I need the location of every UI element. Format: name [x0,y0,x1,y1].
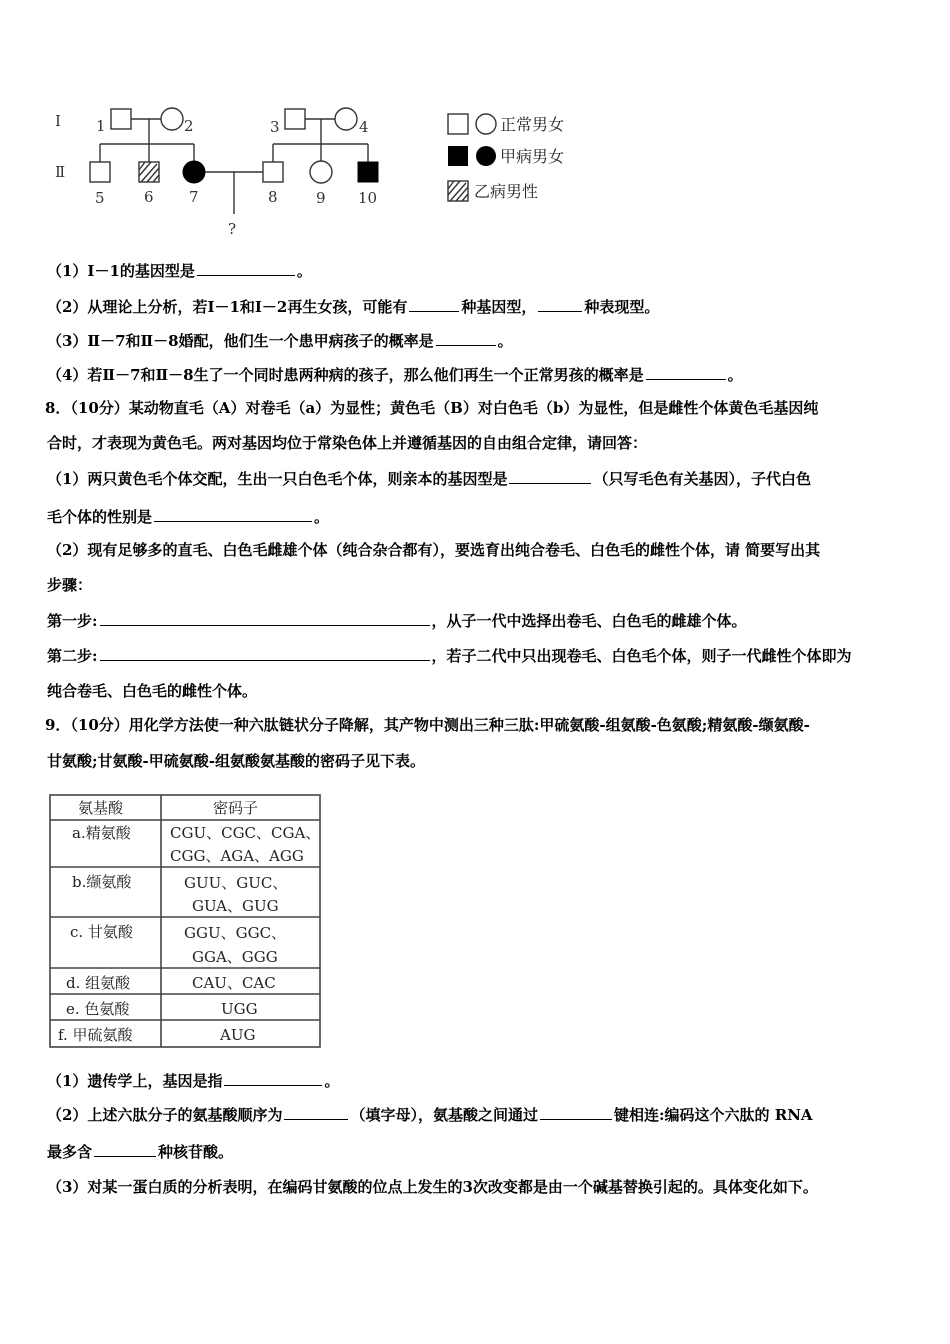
q7-part4: （4）若Ⅱ－7和Ⅱ－8生了一个同时患两种病的孩子，那么他们再生一个正常男孩的概率是 。 [47,366,743,384]
unknown-child-label: ? [228,220,237,238]
label-2: 2 [184,117,194,135]
answer-blank[interactable] [197,260,295,276]
table-cell-codon: GUU、GUC、 [184,874,288,892]
answer-blank[interactable] [509,468,591,484]
q8-stem-line1: 8．（10分）某动物直毛（A）对卷毛（a）为显性；黄色毛（B）对白色毛（b）为显性，但是雌性个体黄色毛基因纯 [45,399,819,417]
answer-blank[interactable] [100,645,430,661]
individual-1 [111,109,131,129]
table-cell-codon: CAU、CAC [192,974,276,992]
table-cell-aa: a.精氨酸 [72,824,131,842]
individual-2 [161,108,183,130]
q9-part3: （3）对某一蛋白质的分析表明，在编码甘氨酸的位点上发生的3次改变都是由一个碱基替换引起的。具体变化如下。 [47,1178,818,1196]
answer-blank[interactable] [646,364,726,380]
table-cell-codon: CGU、CGC、CGA、 [170,824,321,842]
legend-disease-b-label: 乙病男性 [474,182,539,201]
answer-blank[interactable] [409,296,459,312]
q8-step2: 第二步: ，若子二代中只出现卷毛、白色毛个体，则子一代雌性个体即为 [47,647,852,665]
q7-part3: （3）Ⅱ－7和Ⅱ－8婚配，他们生一个患甲病孩子的概率是 。 [47,332,513,350]
table-cell-aa: c. 甘氨酸 [70,923,133,941]
table-header-amino-acid: 氨基酸 [78,799,124,817]
q9-stem-line1: 9．（10分）用化学方法使一种六肽链状分子降解，其产物中测出三种三肽:甲硫氨酸-组氨酸-色氨酸;精氨酸-缬氨酸- [45,716,810,734]
table-header-codon: 密码子 [213,799,259,817]
table-cell-codon: AUG [220,1026,256,1044]
legend-normal-label: 正常男女 [500,115,565,134]
q9-part1: （1）遗传学上，基因是指 。 [47,1072,340,1090]
individual-10 [358,162,378,182]
answer-blank[interactable] [436,330,496,346]
q8-step2-end: 纯合卷毛、白色毛的雌性个体。 [47,682,258,700]
answer-blank[interactable] [154,506,312,522]
legend-normal-female-icon [476,114,496,134]
table-cell-aa: b.缬氨酸 [72,873,132,891]
table-cell-codon: UGG [221,1000,258,1018]
table-cell-aa: e. 色氨酸 [66,1000,130,1018]
q8-part2-line1: （2）现有足够多的直毛、白色毛雌雄个体（纯合杂合都有），要选育出纯合卷毛、白色毛的雌性个体，请 简要写出其 [47,541,821,559]
q9-stem-line2: 甘氨酸;甘氨酸-甲硫氨酸-组氨酸氨基酸的密码子见下表。 [47,752,425,770]
table-cell-aa: d. 组氨酸 [66,974,131,992]
label-1: 1 [96,117,106,135]
answer-blank[interactable] [284,1104,348,1120]
label-8: 8 [268,188,278,206]
q9-part2-line1: （2）上述六肽分子的氨基酸顺序为 （填字母），氨基酸之间通过 键相连:编码这个六肽的 RNA [47,1106,813,1124]
answer-blank[interactable] [100,610,430,626]
legend-normal-male-icon [448,114,468,134]
table-cell-codon: CGG、AGA、AGG [170,847,304,865]
label-10: 10 [358,189,378,207]
table-cell-codon: GGA、GGG [192,948,278,966]
codon-table [48,794,323,1050]
label-6: 6 [144,188,154,206]
table-cell-codon: GUA、GUG [192,897,279,915]
legend-disease-a-female-icon [476,146,496,166]
label-5: 5 [95,189,105,207]
q7-part2: （2）从理论上分析，若Ⅰ－1和Ⅰ－2再生女孩，可能有 种基因型， 种表现型。 [47,298,660,316]
generation-label-2: Ⅱ [55,163,66,181]
answer-blank[interactable] [540,1104,612,1120]
q9-part2-line2: 最多含 种核苷酸。 [47,1143,234,1161]
individual-8 [263,162,283,182]
generation-label-1: Ⅰ [55,112,61,130]
legend-disease-a-label: 甲病男女 [500,147,565,166]
q8-stem-line2: 合时，才表现为黄色毛。两对基因均位于常染色体上并遵循基因的自由组合定律，请回答： [47,434,648,452]
individual-7 [183,161,205,183]
label-9: 9 [316,189,326,207]
answer-blank[interactable] [224,1070,322,1086]
answer-blank[interactable] [538,296,582,312]
label-7: 7 [189,188,199,206]
q8-part1-line1: （1）两只黄色毛个体交配，生出一只白色毛个体，则亲本的基因型是 （只写毛色有关基因），子代白色 [47,470,811,488]
q7-part1: （1）Ⅰ－1的基因型是 。 [47,262,312,280]
q8-part2-line2: 步骤： [47,576,93,594]
individual-9 [310,161,332,183]
label-4: 4 [359,118,369,136]
table-cell-aa: f. 甲硫氨酸 [58,1026,133,1044]
legend-disease-a-male-icon [448,146,468,166]
q8-part1-line2: 毛个体的性别是 。 [47,508,330,526]
pedigree-chart [45,96,605,244]
table-cell-codon: GGU、GGC、 [184,924,287,942]
individual-5 [90,162,110,182]
q8-step1: 第一步: ，从子一代中选择出卷毛、白色毛的雌雄个体。 [47,612,747,630]
individual-4 [335,108,357,130]
answer-blank[interactable] [94,1141,156,1157]
label-3: 3 [270,118,280,136]
individual-3 [285,109,305,129]
